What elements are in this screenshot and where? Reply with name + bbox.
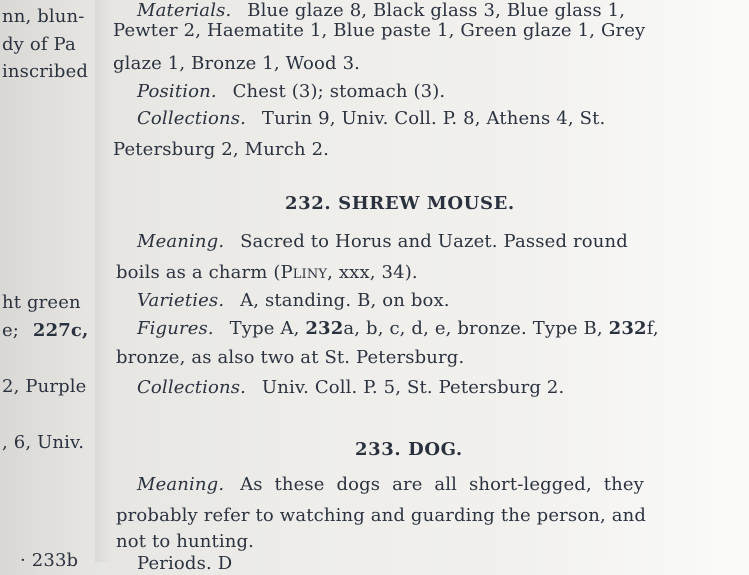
page-gutter-shadow (95, 0, 113, 562)
left-line-5-text: e; (2, 320, 20, 341)
heading-232: 232. SHREW MOUSE. (285, 193, 515, 214)
meaning-232-line-2 (116, 262, 418, 284)
figures-text-1b: a, b, c, d, e, bronze. Type B, (343, 318, 609, 339)
figures-text-1c: f, (646, 318, 659, 339)
materials-text-1: Blue glaze 8, Black glass 3, Blue glass 1, (247, 0, 626, 21)
meaning-232-text-2b: , xxx, 34). (327, 262, 418, 283)
meaning-233-line-1 (137, 474, 644, 496)
materials-label: Materials. (137, 0, 232, 21)
materials-line-3: glaze 1, Bronze 1, Wood 3. (113, 53, 361, 74)
figures-line-1 (137, 318, 659, 340)
left-line-4: ht green (2, 292, 81, 313)
left-line-2: dy of Pa (2, 34, 76, 55)
position-label: Position. (137, 81, 217, 102)
meaning-232-line-1 (137, 231, 628, 253)
position-line (137, 81, 445, 103)
collections-line-1 (137, 108, 605, 130)
heading-233: 233. DOG. (355, 439, 463, 460)
figures-label: Figures. (137, 318, 214, 339)
left-line-3: inscribed (2, 61, 89, 82)
meaning-233-line-3: not to hunting. (116, 531, 255, 552)
meaning-232-text-2a: boils as a charm ( (116, 262, 281, 283)
left-line-5 (2, 320, 88, 342)
left-line-7: , 6, Univ. (2, 432, 85, 453)
collections-232-label: Collections. (137, 377, 247, 398)
collections-line-2: Petersburg 2, Murch 2. (113, 139, 330, 160)
figures-num-b: 232 (608, 318, 647, 339)
meaning-233-label: Meaning. (137, 474, 225, 495)
left-line-8: · 233b (20, 550, 79, 571)
position-text: Chest (3); stomach (3). (232, 81, 446, 102)
left-line-6: 2, Purple (2, 376, 87, 397)
figures-text-1a: Type A, (229, 318, 306, 339)
meaning-233-text-1: As these dogs are all short-legged, they (240, 474, 644, 495)
left-line-1: nn, blun- (2, 6, 85, 27)
meaning-233-line-2: probably refer to watching and guarding the person, and (116, 505, 647, 526)
varieties-text: A, standing. B, on box. (240, 290, 450, 311)
collections-232-line (137, 377, 564, 399)
figures-num-a: 232 (305, 318, 344, 339)
meaning-232-label: Meaning. (137, 231, 225, 252)
materials-line-1 (137, 0, 625, 22)
collections-232-text: Univ. Coll. P. 5, St. Petersburg 2. (261, 377, 565, 398)
varieties-line (137, 290, 450, 312)
meaning-232-text-1: Sacred to Horus and Uazet. Passed round (240, 231, 628, 252)
varieties-label: Varieties. (137, 290, 225, 311)
left-line-5-ref: 227c, (32, 320, 89, 341)
materials-line-2: Pewter 2, Haematite 1, Blue paste 1, Green glaze 1, Grey (113, 20, 646, 41)
figures-line-2: bronze, as also two at St. Petersburg. (116, 347, 465, 368)
pliny-ref: Pliny (280, 262, 328, 283)
periods-line-cut: Periods. D (137, 553, 233, 574)
collections-text-1: Turin 9, Univ. Coll. P. 8, Athens 4, St. (261, 108, 606, 129)
collections-label: Collections. (137, 108, 247, 129)
